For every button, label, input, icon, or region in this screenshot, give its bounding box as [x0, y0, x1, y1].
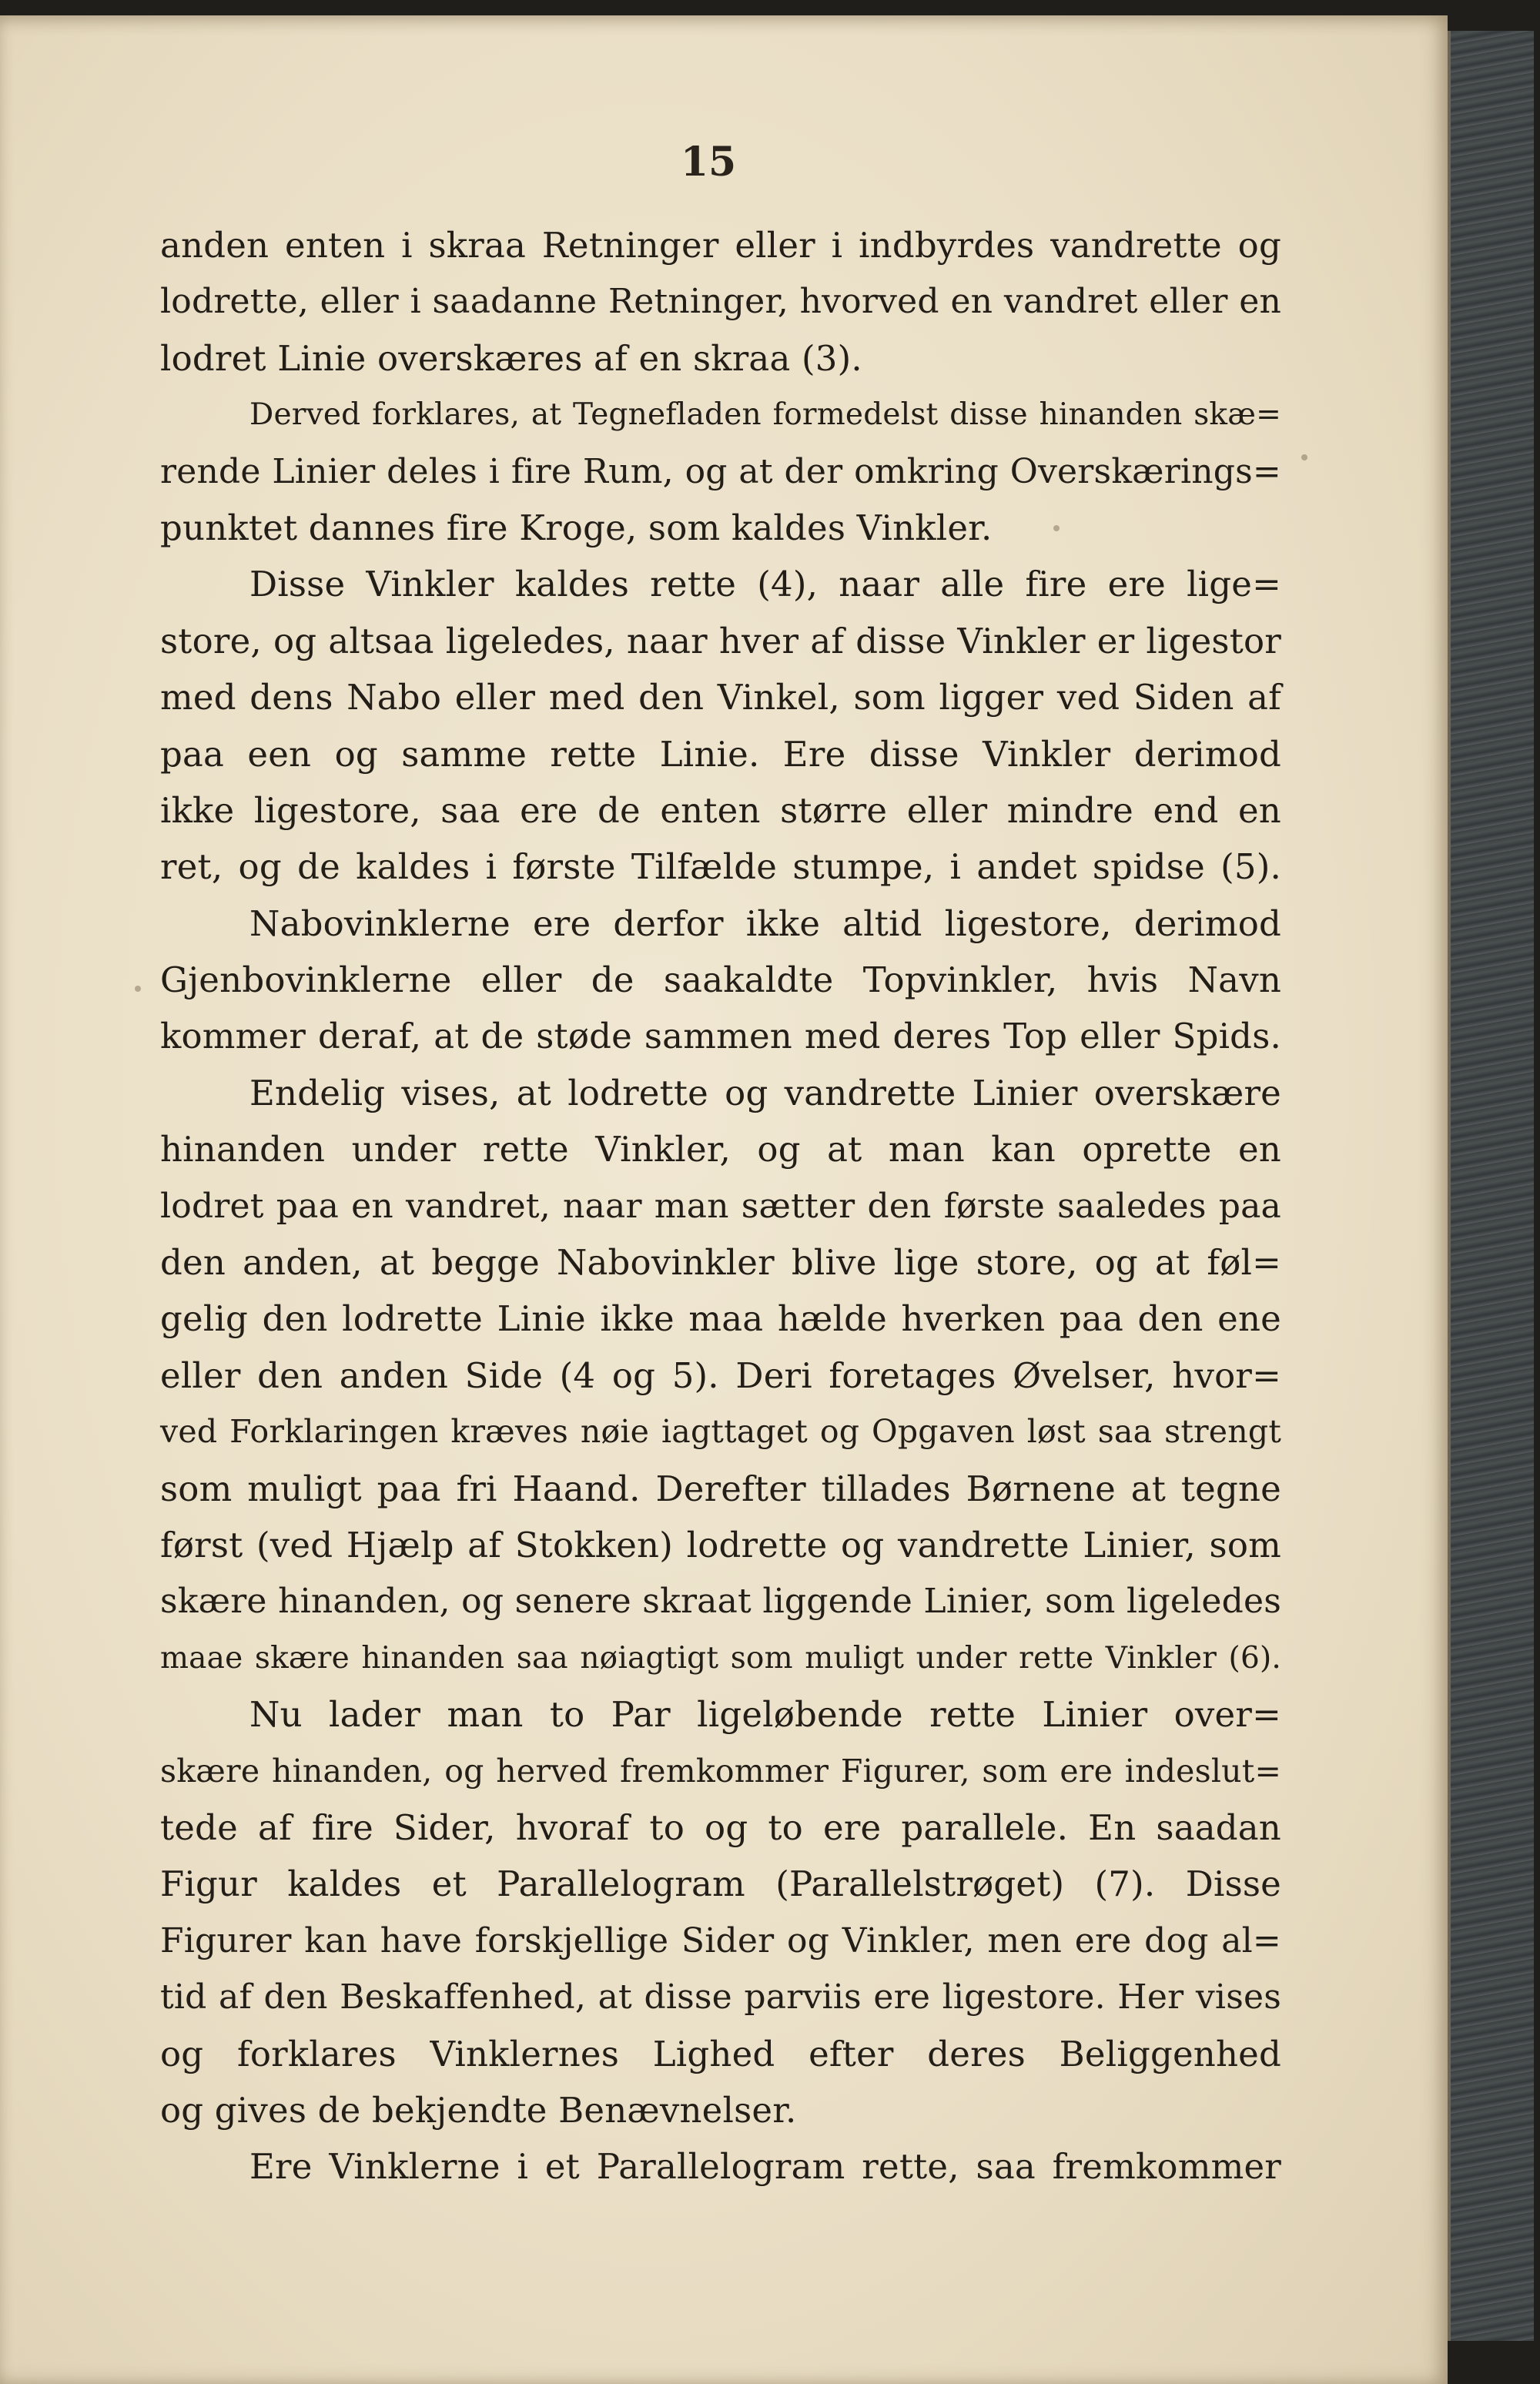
paragraph-start-line: Endelig vises, at lodrette og vandrette Linier overskære: [249, 1072, 1281, 1113]
paragraph-start-line: Nu lader man to Par ligeløbende rette Linier over=: [249, 1694, 1281, 1736]
book-page: [0, 15, 1448, 2384]
text-line: tid af den Beskaffenhed, at disse parviis ere ligestore. Her vises: [160, 1977, 1281, 2017]
text-line: og forklares Vinklernes Lighed efter deres Beliggenhed: [160, 2033, 1281, 2074]
text-line: og gives de bekjendte Benævnelser.: [160, 2089, 797, 2131]
text-line: lodret Linie overskæres af en skraa (3).: [160, 337, 862, 379]
text-line: rende Linier deles i fire Rum, og at der omkring Overskærings=: [160, 451, 1281, 491]
text-line: punktet dannes fire Kroge, som kaldes Vinkler.: [160, 507, 993, 548]
text-line: med dens Nabo eller med den Vinkel, som ligger ved Siden af: [160, 677, 1281, 718]
book-cover-edge: [1448, 31, 1534, 2341]
text-line: gelig den lodrette Linie ikke maa hælde hverken paa den ene: [160, 1298, 1281, 1340]
text-line: skære hinanden, og herved fremkommer Figurer, som ere indeslut=: [160, 1752, 1281, 1790]
text-line: Figur kaldes et Parallelogram (Parallelstrøget) (7). Disse: [160, 1863, 1281, 1905]
text-line: den anden, at begge Nabovinkler blive lige store, og at føl=: [160, 1242, 1281, 1284]
paper-speck: [135, 986, 141, 992]
text-line: ikke ligestore, saa ere de enten større eller mindre end en: [160, 789, 1281, 831]
text-line: ved Forklaringen kræves nøie iagttaget og Opgaven løst saa strengt: [160, 1413, 1281, 1451]
text-line: paa een og samme rette Linie. Ere disse Vinkler derimod: [160, 733, 1281, 775]
text-line: Gjenbovinklerne eller de saakaldte Topvinkler, hvis Navn: [160, 959, 1281, 1001]
paragraph-start-line: Disse Vinkler kaldes rette (4), naar alle fire ere lige=: [249, 564, 1281, 605]
body-text: [160, 217, 1281, 2195]
text-line: maae skære hinanden saa nøiagtigt som muligt under rette Vinkler (6).: [160, 1640, 1281, 1676]
text-line: store, og altsaa ligeledes, naar hver af disse Vinkler er ligestor: [160, 620, 1281, 661]
paragraph-start-line: Derved forklares, at Tegnefladen formedelst disse hinanden skæ=: [249, 397, 1281, 433]
page-number: 15: [680, 139, 737, 186]
text-line: eller den anden Side (4 og 5). Deri foretages Øvelser, hvor=: [160, 1354, 1281, 1396]
text-line: kommer deraf, at de støde sammen med deres Top eller Spids.: [160, 1016, 1281, 1057]
text-line: lodrette, eller i saadanne Retninger, hvorved en vandret eller en: [160, 282, 1281, 322]
text-line: hinanden under rette Vinkler, og at man kan oprette en: [160, 1129, 1281, 1170]
text-line: først (ved Hjælp af Stokken) lodrette og vandrette Linier, som: [160, 1524, 1281, 1565]
text-line: skære hinanden, og senere skraat liggende Linier, som ligeledes: [160, 1582, 1281, 1622]
paragraph-start-line: Nabovinklerne ere derfor ikke altid ligestore, derimod: [249, 902, 1281, 944]
text-line: ret, og de kaldes i første Tilfælde stumpe, i andet spidse (5).: [160, 846, 1281, 888]
paper-speck: [1301, 454, 1307, 460]
paragraph-start-line: Ere Vinklerne i et Parallelogram rette, saa fremkommer: [249, 2146, 1281, 2188]
text-line: Figurer kan have forskjellige Sider og Vinkler, men ere dog al=: [160, 1920, 1281, 1960]
text-line: lodret paa en vandret, naar man sætter den første saaledes paa: [160, 1186, 1281, 1226]
text-line: tede af fire Sider, hvoraf to og to ere parallele. En saadan: [160, 1806, 1281, 1848]
text-line: som muligt paa fri Haand. Derefter tillades Børnene at tegne: [160, 1468, 1281, 1509]
text-line: anden enten i skraa Retninger eller i indbyrdes vandrette og: [160, 225, 1281, 266]
